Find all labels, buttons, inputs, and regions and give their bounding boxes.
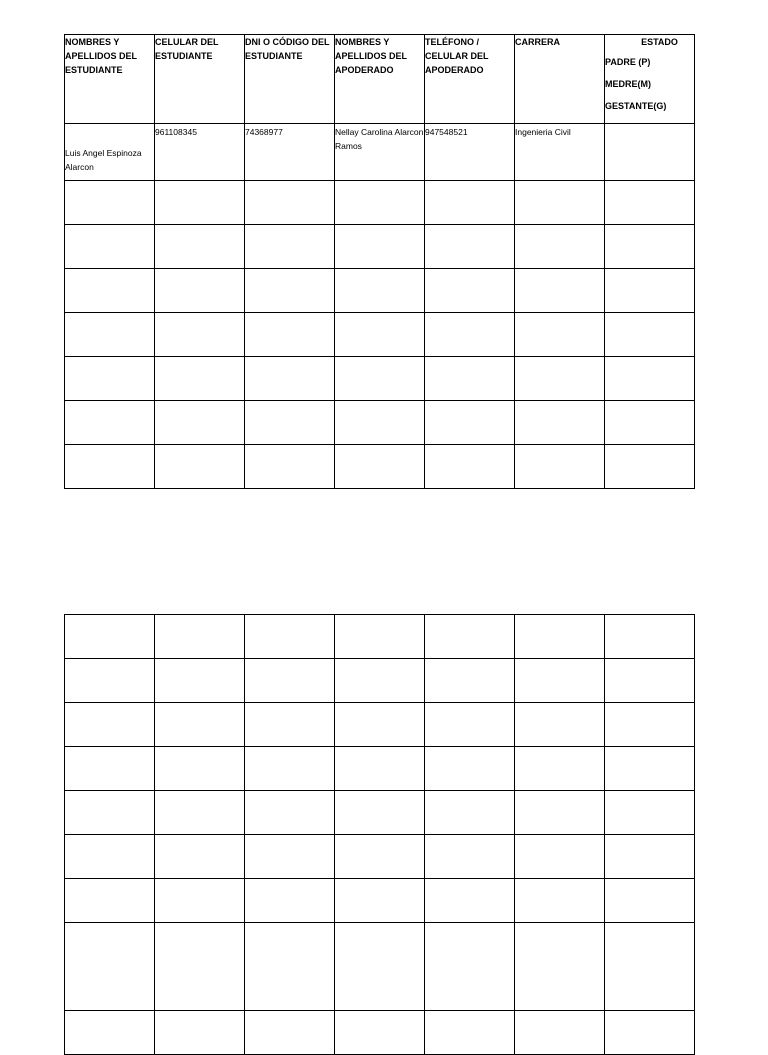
header-student-id: DNI O CÓDIGO DEL ESTUDIANTE <box>245 35 335 124</box>
empty-table-row <box>65 615 695 659</box>
empty-table-row <box>65 879 695 923</box>
cell-guardian-name: Nellay Carolina Alarcon Ramos <box>335 124 425 181</box>
student-registry-table-continued <box>64 614 695 1055</box>
empty-table-row <box>65 225 695 269</box>
empty-table-row <box>65 747 695 791</box>
empty-table-row <box>65 269 695 313</box>
cell-student-phone: 961108345 <box>155 124 245 181</box>
header-status <box>605 35 695 124</box>
empty-table-row <box>65 357 695 401</box>
empty-table-row <box>65 703 695 747</box>
header-career: CARRERA <box>515 35 605 124</box>
status-option-madre: MEDRE(M) <box>605 79 651 89</box>
student-registry-table <box>64 34 695 489</box>
cell-career: Ingenieria Civil <box>515 124 605 181</box>
header-status-title: ESTADO <box>641 37 678 47</box>
empty-table-row <box>65 1011 695 1055</box>
status-option-gestante: GESTANTE(G) <box>605 101 667 111</box>
header-student-name: NOMBRES Y APELLIDOS DEL ESTUDIANTE <box>65 35 155 124</box>
empty-table-row <box>65 401 695 445</box>
header-guardian-name: NOMBRES Y APELLIDOS DEL APODERADO <box>335 35 425 124</box>
table-header-row <box>65 35 695 124</box>
empty-table-row <box>65 181 695 225</box>
cell-student-name: Luis Angel Espinoza Alarcon <box>65 124 155 181</box>
cell-guardian-phone: 947548521 <box>425 124 515 181</box>
empty-table-row <box>65 445 695 489</box>
empty-table-row <box>65 835 695 879</box>
table-row <box>65 124 695 181</box>
header-student-phone: CELULAR DEL ESTUDIANTE <box>155 35 245 124</box>
status-option-padre: PADRE (P) <box>605 57 651 67</box>
empty-table-row <box>65 923 695 1011</box>
cell-student-id: 74368977 <box>245 124 335 181</box>
empty-table-row <box>65 791 695 835</box>
cell-status <box>605 124 695 181</box>
empty-table-row <box>65 659 695 703</box>
empty-table-row <box>65 313 695 357</box>
header-guardian-phone: TELÉFONO / CELULAR DEL APODERADO <box>425 35 515 124</box>
